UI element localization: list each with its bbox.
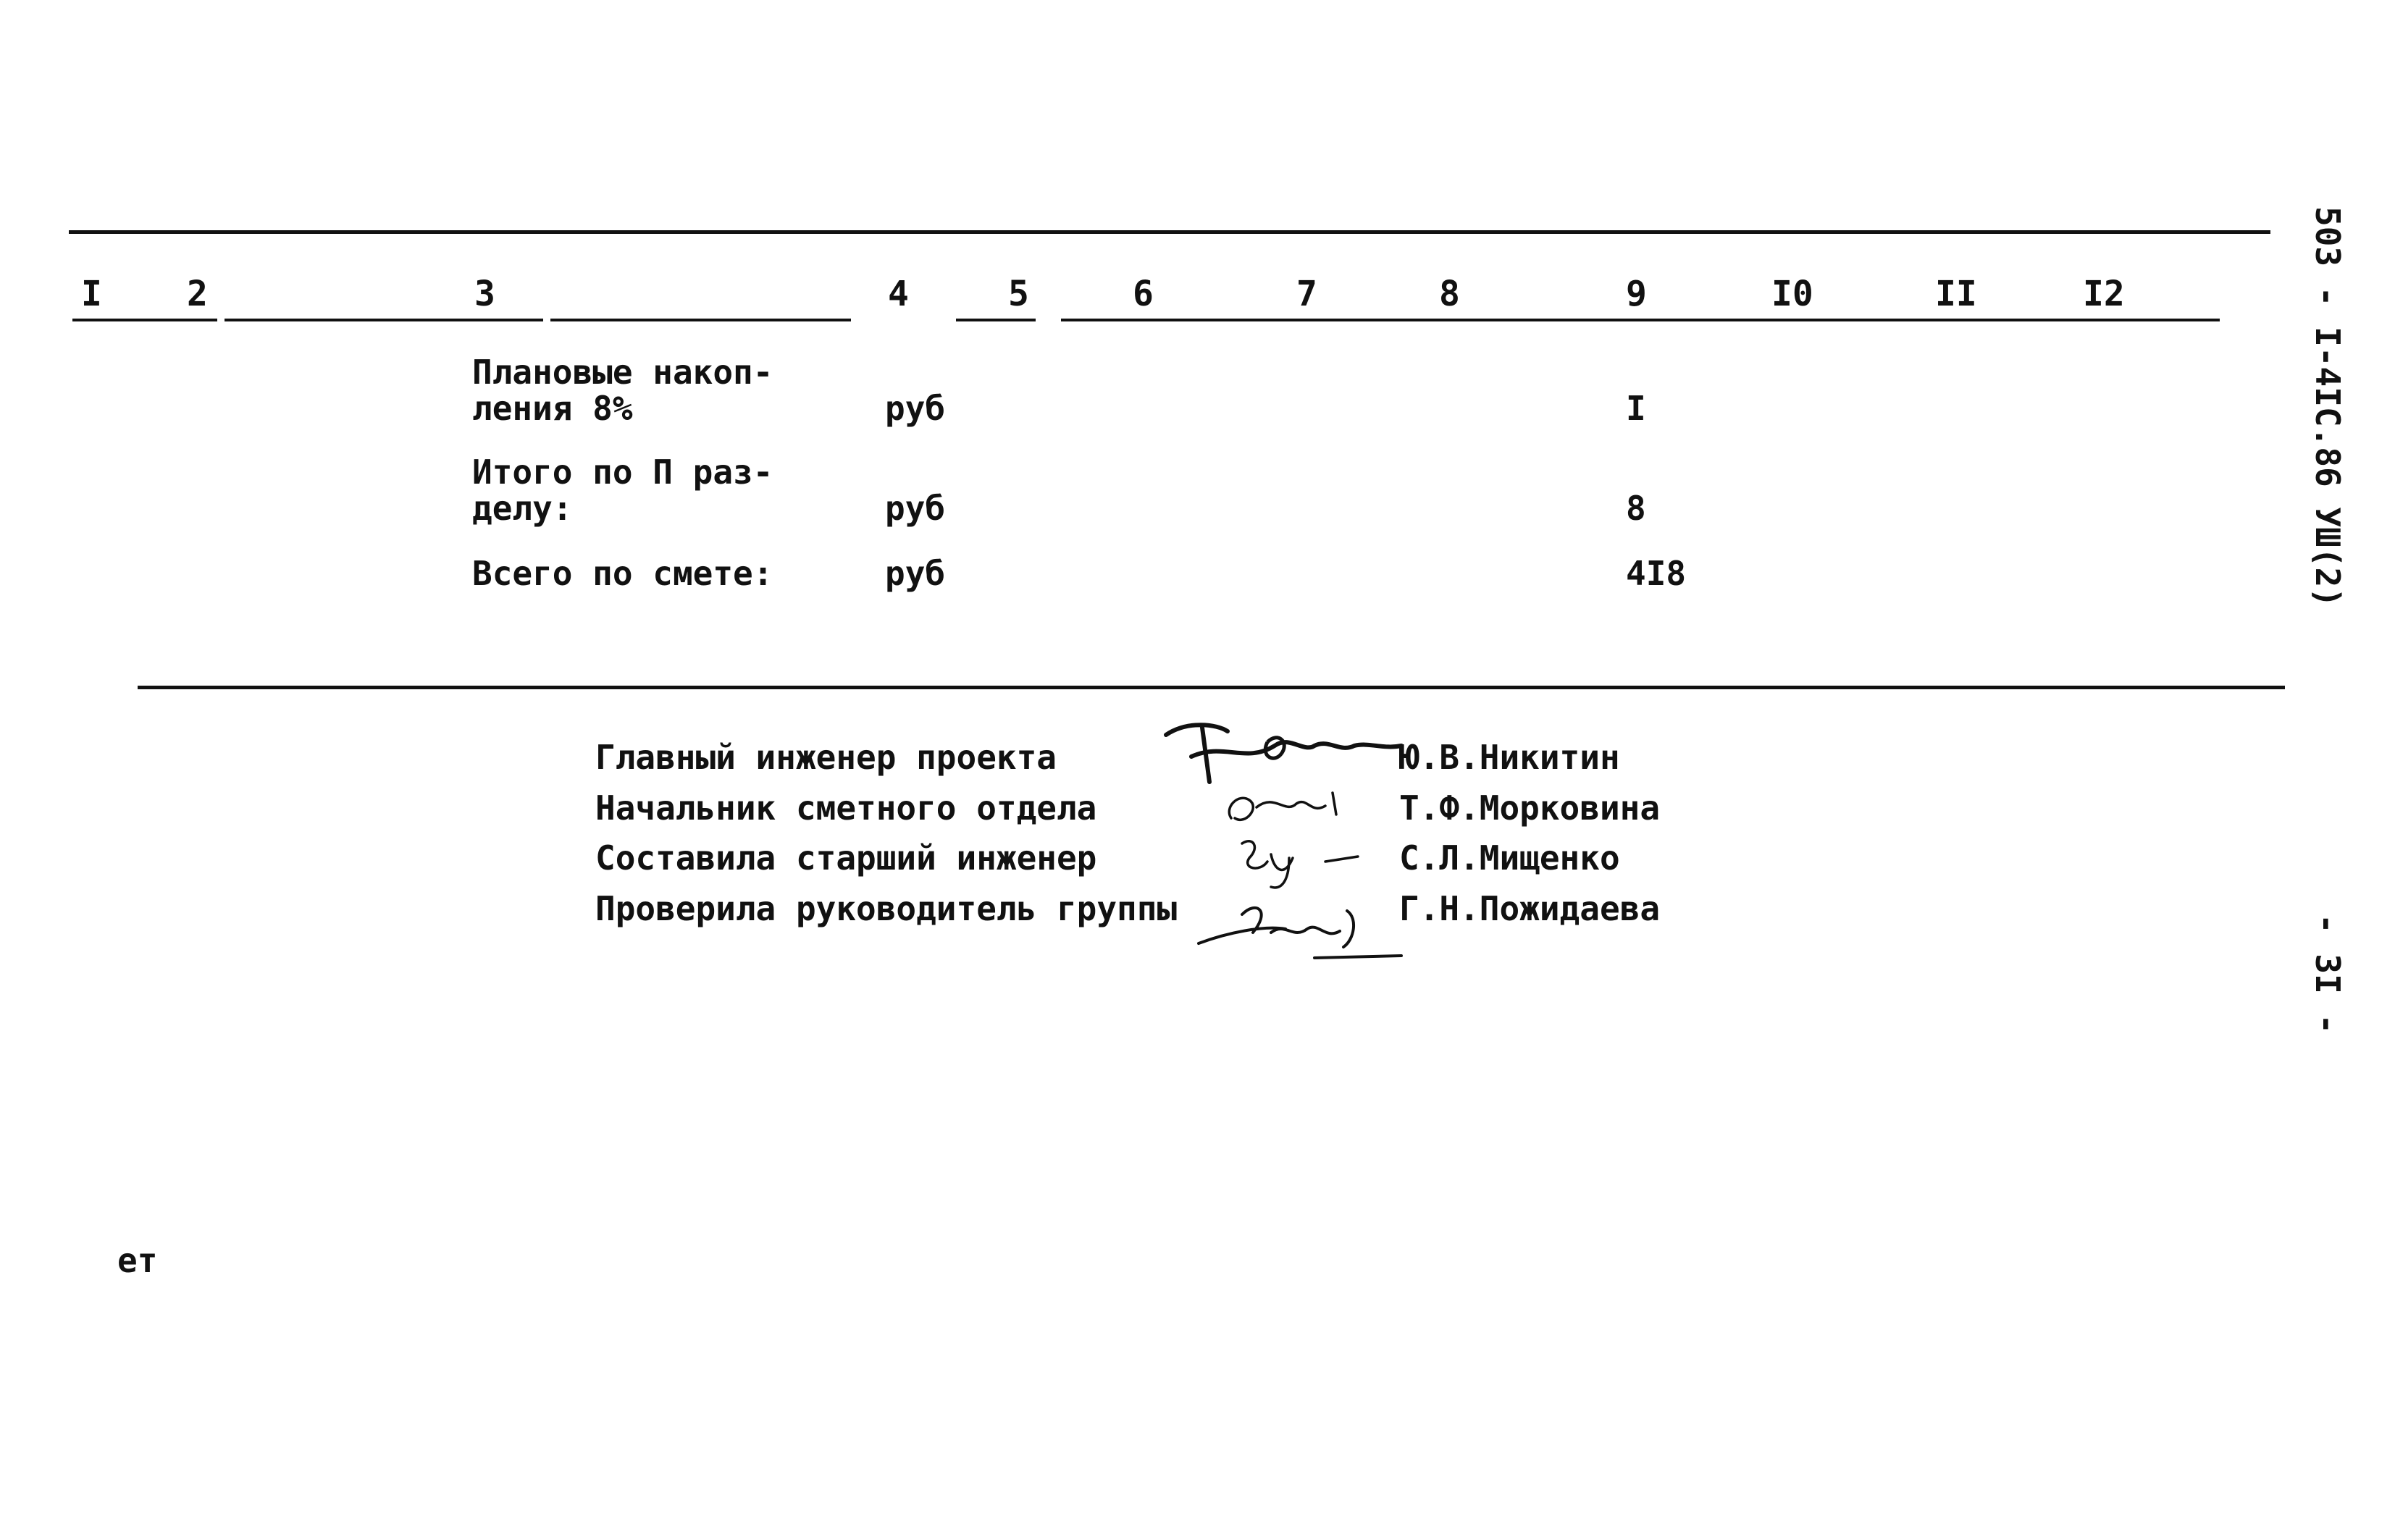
document-code: 503 - I-4IC.86 УШ(2) xyxy=(2308,206,2347,607)
stamp-fragment: ет xyxy=(117,1241,158,1280)
column-header-10: I0 xyxy=(1771,274,1813,314)
row-description: Всего по смете: xyxy=(472,554,773,593)
signature-role: Главный инженер проекта xyxy=(595,738,1057,777)
row-unit: руб xyxy=(885,389,946,428)
header-underline xyxy=(72,319,217,321)
column-header-2: 2 xyxy=(187,274,208,314)
header-underline xyxy=(1061,319,2220,321)
column-header-7: 7 xyxy=(1296,274,1317,314)
column-header-11: II xyxy=(1935,274,1977,314)
signature-role: Проверила руководитель группы xyxy=(595,889,1178,928)
signature-role: Составила старший инженер xyxy=(595,838,1097,878)
column-header-4: 4 xyxy=(888,274,909,314)
table-bottom-rule xyxy=(138,686,2285,689)
row-unit: руб xyxy=(885,554,946,593)
row-value-col9: 8 xyxy=(1626,489,1646,528)
row-value-col9: I xyxy=(1626,389,1646,428)
handwritten-signature xyxy=(1184,889,1416,969)
top-rule xyxy=(69,230,2270,234)
column-header-12: I2 xyxy=(2083,274,2125,314)
row-value-col9: 4I8 xyxy=(1626,554,1687,593)
handwritten-signature xyxy=(1231,829,1376,894)
row-unit: руб xyxy=(885,489,946,528)
row-description: Итого по П раз- делу: xyxy=(472,453,773,528)
signature-name: С.Л.Мищенко xyxy=(1399,838,1620,878)
column-header-6: 6 xyxy=(1133,274,1154,314)
header-underline xyxy=(225,319,543,321)
column-header-3: 3 xyxy=(474,274,495,314)
column-header-8: 8 xyxy=(1439,274,1460,314)
signature-name: Г.Н.Пожидаева xyxy=(1399,889,1661,928)
column-header-1: I xyxy=(81,274,102,314)
page-number: - 3I - xyxy=(2308,914,2347,1035)
column-header-5: 5 xyxy=(1008,274,1029,314)
header-underline xyxy=(550,319,851,321)
row-description: Плановые накоп- ления 8% xyxy=(472,353,773,428)
handwritten-signature xyxy=(1217,778,1362,836)
column-header-9: 9 xyxy=(1626,274,1647,314)
header-underline xyxy=(956,319,1036,321)
signature-role: Начальник сметного отдела xyxy=(595,788,1097,828)
signature-name: Ю.В.Никитин xyxy=(1399,738,1620,777)
signature-name: Т.Ф.Морковина xyxy=(1399,788,1661,828)
